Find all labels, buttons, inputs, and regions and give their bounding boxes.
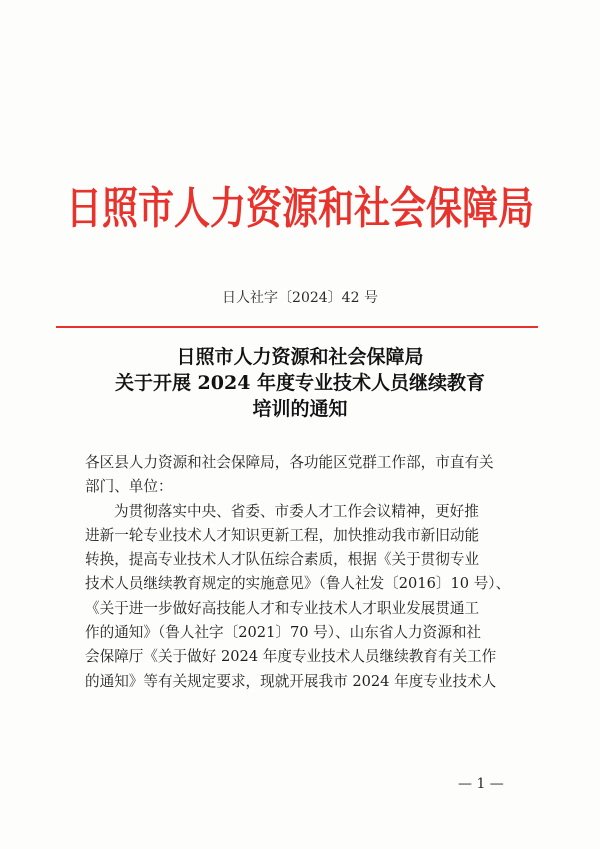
body-line: 进新一轮专业技术人才知识更新工程，加快推动我市新旧动能 — [85, 526, 480, 544]
salutation-line: 各区县人力资源和社会保障局，各功能区党群工作部，市直有关 — [85, 454, 494, 471]
red-divider-line — [56, 326, 538, 328]
agency-title: 日照市人力资源和社会保障局 — [65, 183, 534, 234]
body-line: 作的通知》（鲁人社字〔2021〕70 号）、山东省人力资源和社 — [85, 624, 482, 642]
body-line: 的通知》等有关规定要求，现就开展我市 2024 年度专业技术人 — [85, 672, 497, 690]
body-line: 转换，提高专业技术人才队伍综合素质，根据《关于贯彻专业 — [85, 551, 480, 569]
notice-title-line: 培训的通知 — [252, 398, 348, 420]
notice-body — [85, 451, 525, 694]
notice-title-line: 关于开展 2024 年度专业技术人员继续教育 — [114, 372, 486, 394]
salutation-line: 部门、单位： — [85, 478, 173, 496]
body-line: 为贯彻落实中央、省委、市委人才工作会议精神，更好推 — [114, 502, 479, 520]
body-line: 《关于进一步做好高技能人才和专业技术人才职业发展贯通工 — [85, 599, 480, 617]
body-line: 技术人员继续教育规定的实施意见》（鲁人社发〔2016〕10 号）、 — [85, 575, 511, 593]
notice-title-line: 日照市人力资源和社会保障局 — [176, 346, 424, 368]
body-line: 会保障厅《关于做好 2024 年度专业技术人员继续教育有关工作 — [85, 648, 497, 666]
page-number: — 1 — — [458, 776, 504, 792]
notice-title — [0, 344, 600, 422]
document-number: 日人社字〔2024〕42 号 — [222, 290, 378, 306]
